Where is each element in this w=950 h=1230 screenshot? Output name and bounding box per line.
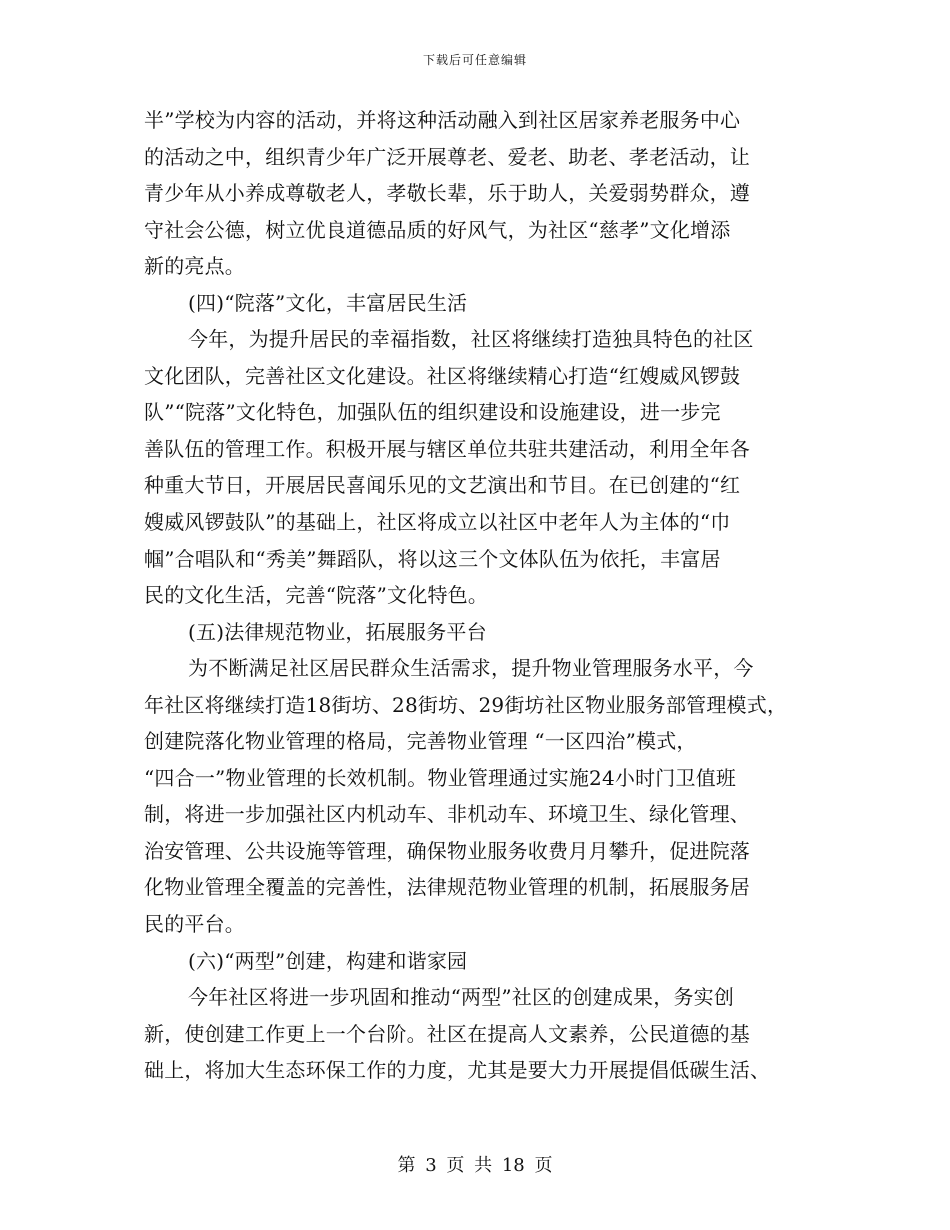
text-line: 民的平台。 [144,912,245,937]
text-line: 半”学校为内容的活动，并将这种活动融入到社区居家养老服务中心 [144,108,741,132]
text-line: 础上，将加大生态环保工作的力度，尤其是要大力开展提倡低碳生活、 [144,1058,771,1083]
text-line: 文化团队，完善社区文化建设。社区将继续精心打造“红嫂威风锣鼓 [144,363,741,388]
text-line: 新的亮点。 [144,254,245,279]
text-line: (五)法律规范物业，拓展服务平台 [188,619,487,644]
text-line: 制，将进一步加强社区内机动车、非机动车、环境卫生、绿化管理、 [144,802,750,827]
text-line: 队”“院落”文化特色，加强队伍的组织建设和设施建设，进一步完 [144,400,721,425]
document-body [144,102,816,1089]
text-line: 治安管理、公共设施等管理，确保物业服务收费月月攀升，促进院落 [144,838,750,863]
text-line: 嫂威风锣鼓队”的基础上，社区将成立以社区中老年人为主体的“巾 [144,510,731,535]
text-line: 新，使创建工作更上一个台阶。社区在提高人文素养，公民道德的基 [144,1021,750,1046]
text-line: 今年社区将进一步巩固和推动“两型”社区的创建成果，务实创 [188,985,735,1010]
text-line: 创建院落化物业管理的格局，完善物业管理 “一区四治”模式， [144,729,697,754]
text-line: 种重大节日，开展居民喜闻乐见的文艺演出和节目。在已创建的“红 [144,473,741,498]
text-line: 善队伍的管理工作。积极开展与辖区单位共驻共建活动，利用全年各 [144,436,750,461]
page-header: 下载后可任意编辑 [422,53,527,67]
text-line: 为不断满足社区居民群众生活需求，提升物业管理服务水平，今 [188,656,754,681]
text-line: (四)“院落”文化，丰富居民生活 [188,290,468,315]
text-line: 年社区将继续打造18街坊、28街坊、29街坊社区物业服务部管理模式， [144,692,788,717]
text-line: 今年，为提升居民的幸福指数，社区将继续打造独具特色的社区 [188,327,754,352]
text-line: 的活动之中，组织青少年广泛开展尊老、爱老、助老、孝老活动，让 [144,144,750,169]
text-line: 民的文化生活，完善“院落”文化特色。 [144,583,489,608]
text-line: 守社会公德，树立优良道德品质的好风气，为社区“慈孝”文化增添 [144,217,731,242]
page-footer: 第 3 页 共 18 页 [397,1155,553,1176]
text-line: 化物业管理全覆盖的完善性，法律规范物业管理的机制，拓展服务居 [144,875,750,900]
text-line: 青少年从小养成尊敬老人，孝敬长辈，乐于助人，关爱弱势群众，遵 [144,181,750,206]
text-line: 帼”合唱队和“秀美”舞蹈队，将以这三个文体队伍为依托，丰富居 [144,546,721,571]
text-line: “四合一”物业管理的长效机制。物业管理通过实施24小时门卫值班 [144,765,737,790]
text-line: (六)“两型”创建，构建和谐家园 [188,948,468,973]
